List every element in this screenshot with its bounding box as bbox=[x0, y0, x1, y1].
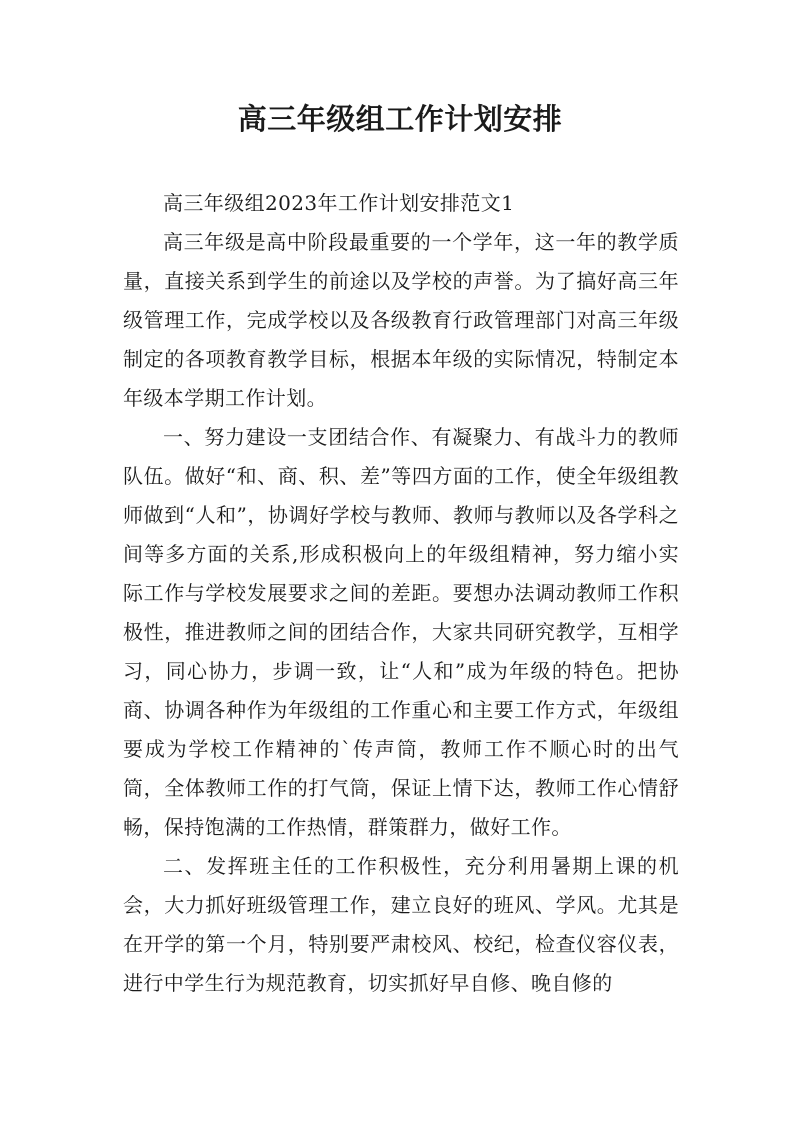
paragraph-section-one: 一、努力建设一支团结合作、有凝聚力、有战斗力的教师队伍。做好“和、商、积、差”等四方面的工作，使全年级组教师做到“人和”，协调好学校与教师、教师与教师以及各学科之间等多方面的关系,形成积极向上的年级组精神，努力缩小实际工作与学校发展要求之间的差距。要想办法调动教师工作积极性，推进教师之间的团结合作，大家共同研究教学，互相学习，同心协力，步调一致，让“人和”成为年级的特色。把协商、协调各种作为年级组的工作重心和主要工作方式，年级组要成为学校工作精神的`传声筒，教师工作不顺心时的出气筒，全体教师工作的打气筒，保证上情下达，教师工作心情舒畅，保持饱满的工作热情，群策群力，做好工作。 bbox=[123, 425, 679, 839]
paragraph-intro: 高三年级是高中阶段最重要的一个学年，这一年的教学质量，直接关系到学生的前途以及学校的声誉。为了搞好高三年级管理工作，完成学校以及各级教育行政管理部门对高三年级制定的各项教育教学目标，根据本年级的实际情况，特制定本年级本学期工作计划。 bbox=[123, 230, 679, 410]
document-body bbox=[123, 184, 679, 1003]
paragraph-section-two: 二、发挥班主任的工作积极性，充分利用暑期上课的机会，大力抓好班级管理工作，建立良好的班风、学风。尤其是在开学的第一个月，特别要严肃校风、校纪，检查仪容仪表，进行中学生行为规范教育，切实抓好早自修、晚自修的 bbox=[123, 854, 679, 995]
document-title: 高三年级组工作计划安排 bbox=[237, 102, 563, 136]
section-heading: 高三年级组2023年工作计划安排范文1 bbox=[163, 191, 515, 215]
